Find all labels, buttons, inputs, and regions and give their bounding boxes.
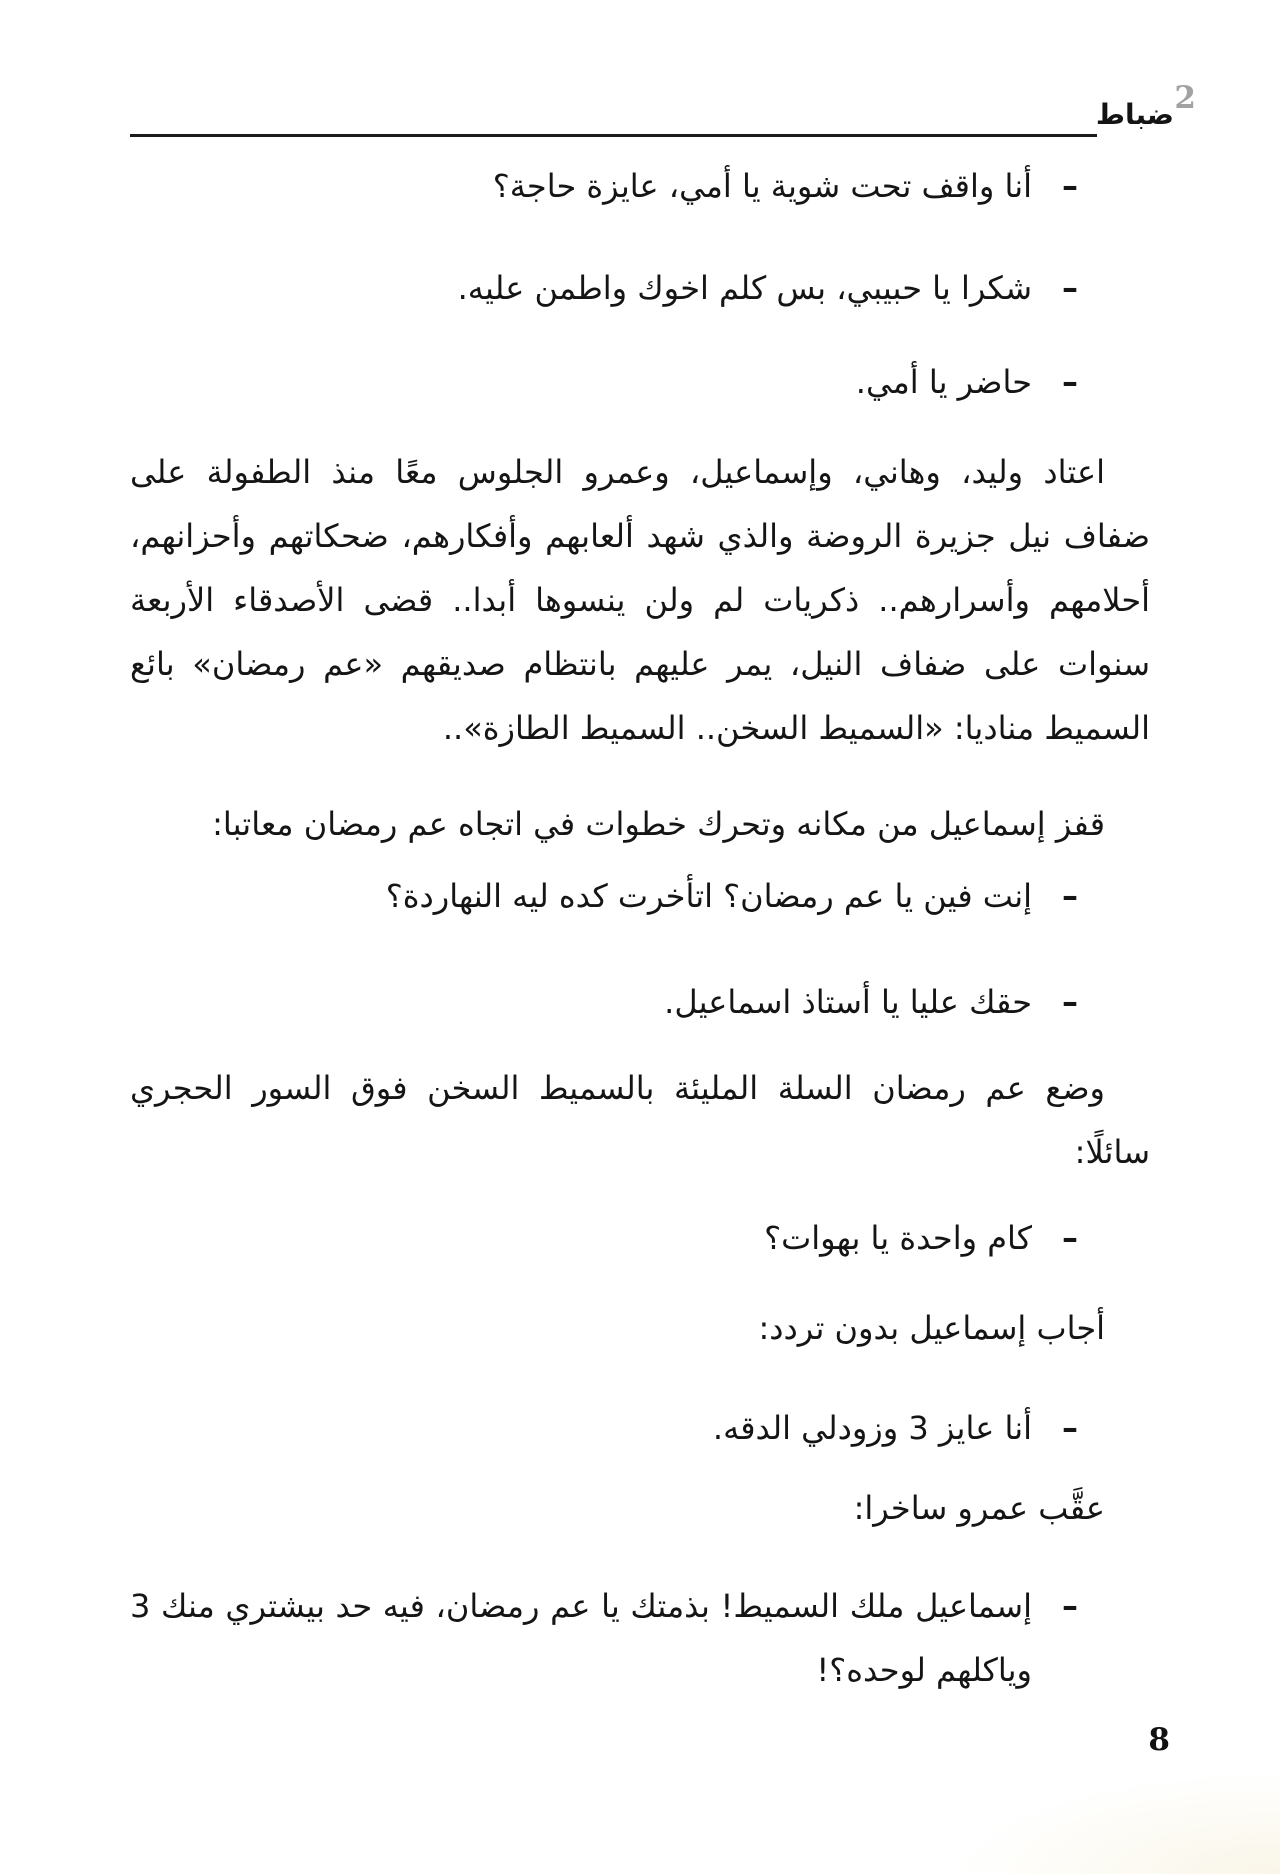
dialogue-text: كام واحدة يا بهوات؟ [764,1219,1032,1257]
dialogue-text: حقك عليا يا أستاذ اسماعيل. [664,983,1032,1021]
paragraph: اعتاد وليد، وهاني، وإسماعيل، وعمرو الجلوس معًا منذ الطفولة على ضفاف نيل جزيرة الروضة والذي شهد ألعابهم وأفكارهم، ضحكاتهم وأحزانهم، أحلامهم وأسرارهم.. ذكريات لم ولن ينسوها أبدا.. قضى الأصدقاء الأربعة سنوات على ضفاف النيل، يمر عليهم بانتظام صديقهم «عم رمضان» بائع السميط مناديا: «السميط السخن.. السميط الطازة».. [130,453,1150,747]
dialogue-line [130,1208,1150,1268]
dialogue-line [130,866,1150,926]
dialogue-line [130,352,1150,412]
dialogue-line [130,1398,1150,1458]
series-title: ضباط [1095,98,1174,131]
dialogue-line [130,156,1150,216]
dialogue-dash: – [1062,877,1078,915]
dialogue-line [130,1574,1150,1702]
dialogue-dash: – [1062,269,1078,307]
dialogue-dash: – [1062,1219,1078,1257]
dialogue-dash: – [1062,1409,1078,1447]
dialogue-line [130,258,1150,318]
dialogue-text: إسماعيل ملك السميط! بذمتك يا عم رمضان، فيه حد بيشتري منك 3 وياكلهم لوحده؟! [130,1587,1032,1689]
header-rule [130,134,1097,137]
paragraph: قفز إسماعيل من مكانه وتحرك خطوات في اتجاه عم رمضان معاتبا: [212,805,1105,843]
dialogue-line [130,972,1150,1032]
dialogue-text: أنا واقف تحت شوية يا أمي، عايزة حاجة؟ [492,167,1032,205]
dialogue-text: شكرا يا حبيبي، بس كلم اخوك واطمن عليه. [457,269,1032,307]
paragraph: أجاب إسماعيل بدون تردد: [758,1309,1105,1347]
dialogue-text: أنا عايز 3 وزودلي الدقه. [712,1409,1032,1447]
dialogue-dash: – [1062,983,1078,1021]
dialogue-text: إنت فين يا عم رمضان؟ اتأخرت كده ليه النهاردة؟ [385,877,1032,915]
dialogue-dash: – [1062,167,1078,205]
dialogue-dash: – [1062,1587,1078,1625]
dialogue-dash: – [1062,363,1078,401]
series-number: 2 [1174,80,1196,116]
page-number: 8 [1148,1722,1170,1758]
paragraph: عقَّب عمرو ساخرا: [853,1489,1105,1527]
page-corner-tint [960,1774,1280,1874]
dialogue-text: حاضر يا أمي. [855,363,1032,401]
paragraph: وضع عم رمضان السلة المليئة بالسميط السخن فوق السور الحجري سائلًا: [130,1069,1150,1171]
